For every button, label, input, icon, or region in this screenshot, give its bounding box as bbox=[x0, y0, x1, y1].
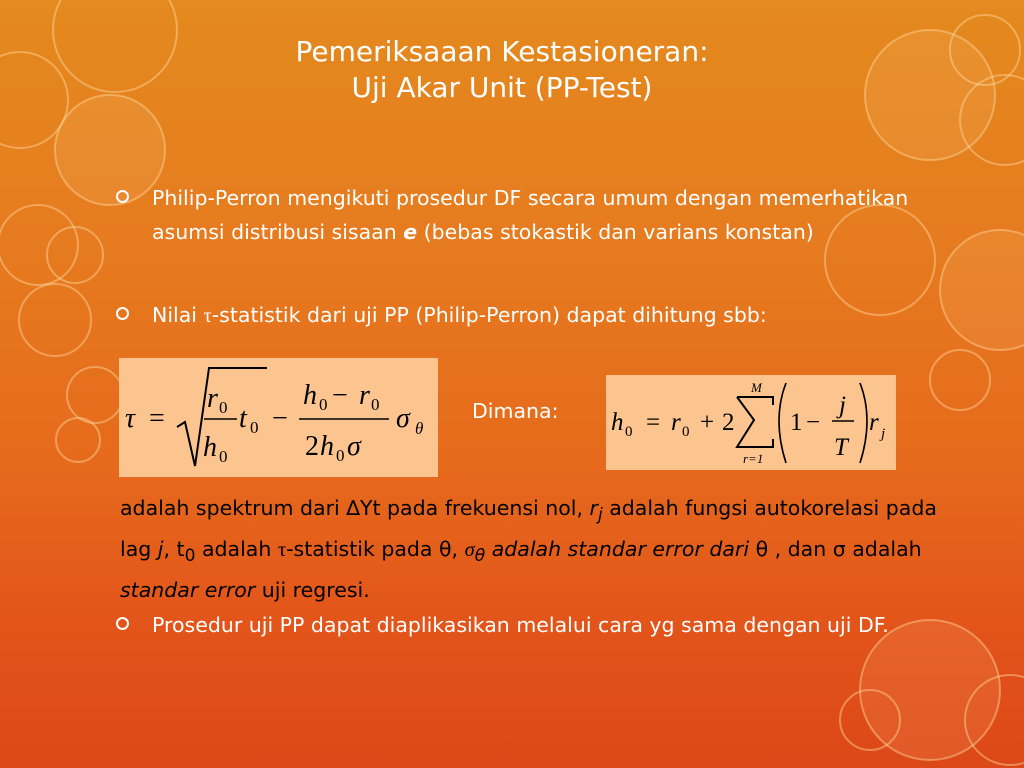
tau-formula bbox=[119, 358, 438, 477]
explanation-italic: standar error bbox=[120, 578, 256, 603]
T-den: T bbox=[834, 434, 848, 461]
two-den: 2 bbox=[305, 431, 319, 462]
h0-den: h bbox=[203, 432, 217, 463]
explanation-text bbox=[120, 491, 940, 607]
h0-den2-sub: 0 bbox=[336, 446, 345, 465]
rj-subscript: j bbox=[597, 505, 603, 526]
minus-2: − bbox=[806, 409, 821, 436]
sigma-theta-symbol: σ bbox=[464, 539, 475, 562]
one: 1 bbox=[790, 409, 803, 436]
title-line-1: Pemeriksaaan Kestasioneran: bbox=[295, 35, 709, 68]
explanation-part: -statistik pada θ, bbox=[286, 537, 465, 562]
sigma-theta: σ bbox=[396, 403, 410, 434]
bullet-circle-icon bbox=[116, 617, 129, 630]
right-paren bbox=[860, 383, 867, 463]
explanation-part: uji regresi. bbox=[255, 578, 370, 603]
t0-subscript: 0 bbox=[184, 546, 196, 567]
bullet-emphasis: e bbox=[403, 220, 418, 244]
bullet-circle-icon bbox=[116, 307, 129, 320]
h0-formula bbox=[606, 375, 896, 470]
equals-sign-2: = bbox=[646, 409, 661, 436]
j-num: j bbox=[839, 392, 846, 419]
explanation-part: θ , dan σ adalah bbox=[749, 537, 922, 562]
h0-lhs: h bbox=[611, 409, 624, 436]
explanation-italic: adalah standar error dari bbox=[485, 537, 750, 562]
t0-sub: 0 bbox=[250, 418, 259, 437]
bullet-text: Prosedur uji PP dapat diaplikasikan melalui cara yg sama dengan uji DF. bbox=[152, 613, 889, 637]
r-j-sub: j bbox=[881, 426, 886, 442]
tau-lhs: τ bbox=[125, 403, 136, 434]
left-paren bbox=[779, 383, 786, 463]
explanation-part: , t bbox=[163, 537, 185, 562]
tau-symbol: τ bbox=[203, 305, 212, 327]
r0-sub: 0 bbox=[219, 398, 228, 417]
theta-sub: θ bbox=[415, 419, 424, 438]
bullet-text-part: Philip-Perron mengikuti prosedur DF secara umum dengan memerhatikan asumsi distribusi sisaan bbox=[152, 186, 909, 244]
lag-j: j bbox=[157, 537, 164, 562]
r-j: r bbox=[869, 409, 879, 436]
title-line-2: Uji Akar Unit (PP-Test) bbox=[351, 71, 653, 104]
bullet-text bbox=[118, 181, 968, 249]
sigma-sum-sign bbox=[737, 397, 773, 447]
bullet-text bbox=[118, 298, 968, 333]
rj-symbol: r bbox=[589, 496, 598, 520]
r0-rhs-sub: 0 bbox=[682, 424, 690, 440]
bullet-text-part: Nilai bbox=[152, 303, 204, 327]
plus-sign: + bbox=[700, 409, 715, 436]
bullet-nilai-tau bbox=[118, 298, 968, 333]
dimana-label: Dimana: bbox=[472, 399, 559, 423]
h0-num: h bbox=[303, 380, 317, 411]
explanation-part: adalah spektrum dari ∆Yt pada frekuensi nol, bbox=[120, 496, 590, 520]
sigma-theta-subscript: θ bbox=[474, 546, 486, 567]
r0-num2-sub: 0 bbox=[371, 395, 380, 414]
bullet-prosedur-pp bbox=[118, 608, 968, 642]
tau-formula-box bbox=[119, 358, 438, 477]
h0-lhs-sub: 0 bbox=[625, 424, 633, 440]
bullet-philip-perron bbox=[118, 181, 968, 249]
equals-sign: = bbox=[149, 403, 165, 434]
minus-sign: − bbox=[272, 403, 288, 434]
r0-num: r bbox=[207, 383, 218, 414]
h0-sub: 0 bbox=[219, 447, 228, 466]
explanation-part: adalah fungsi autokorelasi pada lag bbox=[120, 496, 937, 562]
minus-num: − bbox=[332, 380, 348, 411]
bullet-circle-icon bbox=[116, 190, 129, 203]
r0-num2: r bbox=[359, 380, 370, 411]
sum-lower: r=1 bbox=[743, 451, 764, 466]
explanation-part: adalah bbox=[195, 537, 278, 562]
bullet-text-part: -statistik dari uji PP (Philip-Perron) dapat dihitung sbb: bbox=[211, 303, 767, 327]
t0-sym: t bbox=[239, 403, 247, 434]
h0-num-sub: 0 bbox=[319, 395, 328, 414]
sum-upper: M bbox=[751, 380, 762, 395]
h0-formula-box bbox=[606, 375, 896, 470]
r0-rhs: r bbox=[671, 409, 681, 436]
sigma-den: σ bbox=[347, 431, 361, 462]
h0-den2: h bbox=[320, 431, 334, 462]
two-coef: 2 bbox=[722, 409, 735, 436]
bullet-text-part: (bebas stokastik dan varians konstan) bbox=[417, 220, 814, 244]
tau-symbol: τ bbox=[277, 539, 287, 562]
slide-title bbox=[0, 34, 1004, 106]
